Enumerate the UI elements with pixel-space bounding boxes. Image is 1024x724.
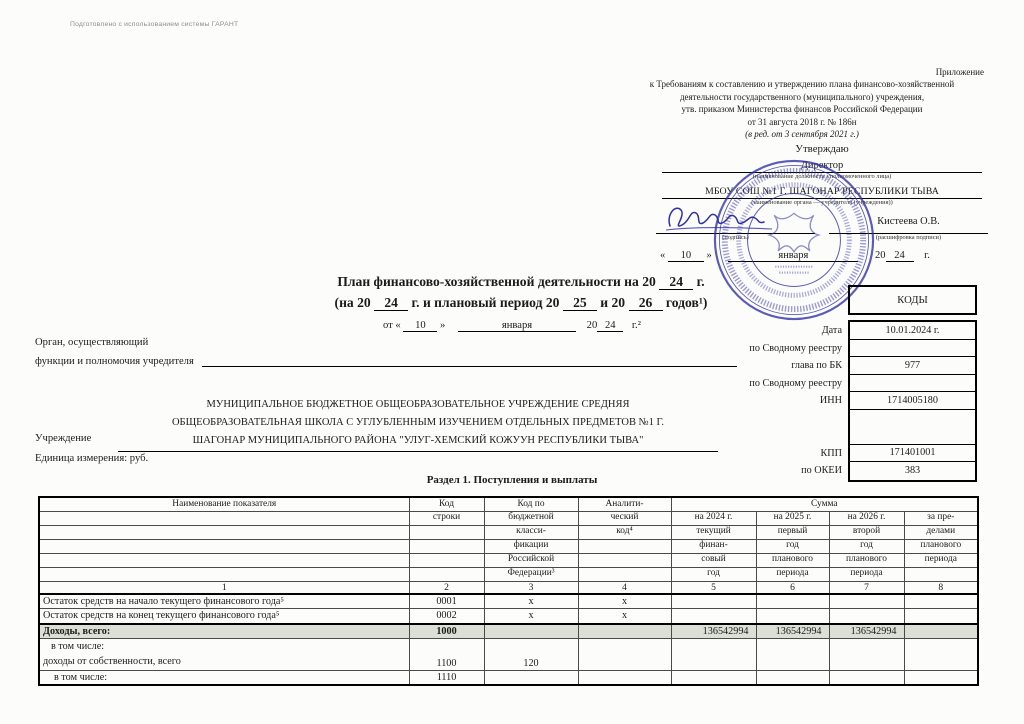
header-cell: строки	[409, 511, 484, 525]
cell-sum-2026	[829, 639, 904, 671]
title-text: г.	[696, 274, 705, 289]
section1-table	[38, 496, 979, 686]
header-cell-name: Наименование показателя	[39, 497, 409, 511]
document-year-suffix: г.²	[631, 320, 641, 331]
cell-analytic: x	[578, 609, 671, 624]
approval-block	[656, 143, 988, 262]
signature-captions	[656, 234, 988, 242]
position-caption: (наименование должности уполномоченного лица)	[752, 173, 892, 180]
codes-label-spacer	[600, 410, 842, 445]
header-cell	[904, 567, 978, 581]
cell-name-line1: в том числе:	[51, 641, 105, 652]
codes-label-bk: глава по БК	[791, 360, 842, 371]
header-cell: за пре-	[904, 511, 978, 525]
header-cell	[39, 525, 409, 539]
approval-year: 24	[886, 250, 914, 262]
cell-sum-2026	[829, 594, 904, 609]
header-cell: планового	[756, 553, 829, 567]
header-cell: планового	[904, 539, 978, 553]
approval-century: 20	[875, 250, 886, 262]
codes-value-kpp: 171401001	[850, 445, 975, 463]
cell-line-code: 1100	[409, 639, 484, 671]
header-cell: год	[671, 567, 756, 581]
name-caption: (расшифровка подписи)	[875, 234, 942, 242]
cell-line-code: 1000	[409, 624, 484, 639]
approval-month: января	[728, 250, 858, 262]
garant-watermark: Подготовлено с использованием системы ГАРАНТ	[70, 21, 239, 28]
codes-label-registry: по Сводному реестру	[749, 342, 842, 354]
header-cell: код⁴	[578, 525, 671, 539]
document-year: 24	[597, 320, 623, 332]
approval-year-suffix: г.	[924, 250, 930, 262]
appendix-line: к Требованиям к составлению и утверждению плана финансово-хозяйственной	[649, 79, 955, 90]
title-year-plan1: 25	[563, 296, 597, 311]
header-cell-kbk: Код по	[484, 497, 578, 511]
date-prefix: от «	[383, 320, 401, 331]
cell-analytic	[578, 624, 671, 639]
title-text: (на 20	[334, 295, 371, 311]
appendix-reference-block	[616, 66, 988, 140]
header-cell	[39, 539, 409, 553]
codes-labels-column	[600, 322, 842, 480]
institution-name-line: МУНИЦИПАЛЬНОЕ БЮДЖЕТНОЕ ОБЩЕОБРАЗОВАТЕЛЬНОЕ УЧРЕЖДЕНИЕ СРЕДНЯЯ	[206, 399, 630, 410]
cell-kbk: x	[484, 609, 578, 624]
codes-value-okei: 383	[904, 465, 921, 477]
header-cell	[409, 525, 484, 539]
table-row-0001	[39, 594, 978, 609]
header-cell: совый	[671, 553, 756, 567]
codes-label-date: Дата	[821, 325, 842, 336]
approver-position: Директор	[662, 160, 982, 173]
col-num: 2	[409, 581, 484, 594]
header-cell: на 2026 г.	[829, 511, 904, 525]
header-cell-code: Код	[409, 497, 484, 511]
header-row	[39, 567, 978, 581]
appendix-line: от 31 августа 2018 г. № 186н	[747, 116, 857, 127]
cell-sum-2026	[829, 609, 904, 624]
cell-analytic: x	[578, 594, 671, 609]
signature-caption: (подпись)	[722, 234, 749, 242]
codes-label-inn: ИНН	[819, 395, 842, 406]
cell-sum-2024	[671, 594, 756, 609]
title-year-current: 24	[659, 275, 693, 290]
header-cell-analytic: Аналити-	[578, 497, 671, 511]
header-cell: второй	[829, 525, 904, 539]
header-cell	[409, 553, 484, 567]
header-row	[39, 553, 978, 567]
receipts-payments-table	[38, 496, 979, 686]
cell-sum-2024	[671, 609, 756, 624]
col-num: 7	[829, 581, 904, 594]
appendix-revision-note: (в ред. от 3 сентября 2021 г.)	[745, 129, 859, 140]
cell-line-code: 0001	[409, 594, 484, 609]
founder-label-line1: Орган, осуществляющий	[35, 337, 149, 348]
header-row	[39, 511, 978, 525]
table-row-1000-income-total	[39, 624, 978, 639]
col-num: 3	[484, 581, 578, 594]
header-cell: бюджетной	[484, 511, 578, 525]
title-text: и 20	[600, 295, 626, 311]
cell-indicator-name: Остаток средств на начало текущего финансового года⁵	[39, 594, 409, 609]
cell-kbk	[484, 670, 578, 685]
header-cell: делами	[904, 525, 978, 539]
header-cell	[39, 553, 409, 567]
signature-field	[656, 216, 815, 234]
cell-sum-2026	[829, 670, 904, 685]
header-cell: на 2024 г.	[671, 511, 756, 525]
title-text: План финансово-хозяйственной деятельности на 20	[337, 274, 656, 289]
col-num: 8	[904, 581, 978, 594]
codes-label-kpp: КПП	[820, 447, 842, 459]
header-cell: финан-	[671, 539, 756, 553]
cell-sum-2024: 136542994	[671, 624, 756, 639]
approval-date-line	[656, 250, 988, 262]
cell-kbk: 120	[484, 639, 578, 671]
header-row	[39, 497, 978, 511]
cell-sum-beyond	[904, 670, 978, 685]
header-row	[39, 525, 978, 539]
title-year-current2: 24	[374, 296, 408, 311]
header-cell: класси-	[484, 525, 578, 539]
column-number-row	[39, 581, 978, 594]
cell-analytic	[578, 639, 671, 671]
institution-name-line: ШАГОНАР МУНИЦИПАЛЬНОГО РАЙОНА "УЛУГ-ХЕМСКИЙ КОЖУУН РЕСПУБЛИКИ ТЫВА"	[118, 432, 718, 452]
cell-sum-2025: 136542994	[756, 624, 829, 639]
appendix-line: Приложение	[935, 67, 984, 77]
appendix-line: утв. приказом Министерства финансов Российской Федерации	[681, 104, 923, 115]
cell-indicator-name: Остаток средств на конец текущего финансового года⁵	[39, 609, 409, 624]
cell-sum-2025	[756, 594, 829, 609]
header-cell: текущий	[671, 525, 756, 539]
cell-sum-2024	[671, 670, 756, 685]
codes-value-bk: 977	[850, 357, 975, 375]
cell-sum-2025	[756, 670, 829, 685]
header-cell: фикации	[484, 539, 578, 553]
cell-sum-beyond	[904, 609, 978, 624]
cell-sum-2025	[756, 609, 829, 624]
quote-open: «	[660, 250, 666, 262]
organization-caption: (наименование органа — учредителя (учреждения))	[751, 198, 893, 206]
quote-close: »	[706, 250, 712, 262]
header-cell: Российской	[484, 553, 578, 567]
col-num: 5	[671, 581, 756, 594]
section1-title: Раздел 1. Поступления и выплаты	[426, 474, 598, 486]
table-row-1110	[39, 670, 978, 685]
header-cell	[578, 567, 671, 581]
header-cell-sum: Сумма	[671, 497, 978, 511]
institution-label: Учреждение	[35, 433, 92, 444]
header-cell	[39, 511, 409, 525]
codes-value-date: 10.01.2024 г.	[850, 322, 975, 340]
cell-sum-2026: 136542994	[829, 624, 904, 639]
title-text: годов¹)	[665, 295, 708, 311]
codes-values-box	[848, 320, 977, 482]
codes-value-inn: 1714005180	[850, 392, 975, 410]
codes-label-okei: по ОКЕИ	[801, 465, 842, 476]
title-text: г. и плановый период 20	[411, 295, 560, 311]
codes-box-title: КОДЫ	[848, 285, 977, 315]
signature-row	[656, 216, 988, 234]
header-cell: первый	[756, 525, 829, 539]
founder-label-text: функции и полномочия учредителя	[35, 356, 194, 367]
cell-indicator-name: в том числе:	[39, 670, 409, 685]
header-cell	[409, 567, 484, 581]
document-century: 20	[586, 320, 598, 331]
codes-value-empty	[850, 410, 975, 445]
cell-sum-2025	[756, 639, 829, 671]
cell-sum-beyond	[904, 594, 978, 609]
header-cell: год	[756, 539, 829, 553]
col-num: 6	[756, 581, 829, 594]
title-year-plan2: 26	[629, 296, 663, 311]
header-row	[39, 539, 978, 553]
codes-label-registry: по Сводному реестру	[749, 377, 842, 389]
header-cell: периода	[829, 567, 904, 581]
cell-analytic	[578, 670, 671, 685]
header-cell	[409, 539, 484, 553]
cell-sum-beyond	[904, 639, 978, 671]
approver-organization: МБОУ СОШ №1 Г. ШАГОНАР РЕСПУБЛИКИ ТЫВА	[662, 186, 982, 199]
institution-name-line: ОБЩЕОБРАЗОВАТЕЛЬНАЯ ШКОЛА С УГЛУБЛЕННЫМ ИЗУЧЕНИЕМ ОТДЕЛЬНЫХ ПРЕДМЕТОВ №1 Г.	[171, 416, 665, 428]
date-quote-close: »	[440, 320, 446, 331]
cell-line-code: 0002	[409, 609, 484, 624]
header-cell: периода	[904, 553, 978, 567]
cell-line-code: 1110	[409, 670, 484, 685]
document-month: января	[458, 320, 576, 332]
codes-value-registry	[850, 340, 975, 358]
appendix-line: деятельности государственного (муниципального) учреждения,	[679, 91, 925, 102]
cell-kbk: x	[484, 594, 578, 609]
col-num: 1	[39, 581, 409, 594]
cell-name-line2: доходы от собственности, всего	[43, 656, 181, 668]
header-cell: на 2025 г.	[756, 511, 829, 525]
approval-title: Утверждаю	[795, 143, 849, 155]
table-row-1100-property-income	[39, 639, 978, 671]
table-row-0002	[39, 609, 978, 624]
approver-name: Кистеева О.В.	[877, 216, 940, 228]
document-day: 10	[403, 320, 437, 332]
col-num: 4	[578, 581, 671, 594]
header-cell: ческий	[578, 511, 671, 525]
header-cell: Федерации³	[484, 567, 578, 581]
header-cell: планового	[829, 553, 904, 567]
codes-value-registry	[850, 375, 975, 393]
unit-of-measure-label: Единица измерения: руб.	[35, 453, 149, 464]
header-cell	[578, 553, 671, 567]
cell-indicator-name: Доходы, всего:	[39, 624, 409, 639]
handwritten-signature	[660, 200, 778, 234]
header-cell	[39, 567, 409, 581]
header-cell: год	[829, 539, 904, 553]
signature-name-field	[829, 216, 988, 234]
header-cell: периода	[756, 567, 829, 581]
header-cell	[578, 539, 671, 553]
cell-indicator-name	[39, 639, 409, 671]
cell-sum-2024	[671, 639, 756, 671]
cell-sum-beyond	[904, 624, 978, 639]
cell-kbk	[484, 624, 578, 639]
approval-day: 10	[668, 250, 704, 262]
